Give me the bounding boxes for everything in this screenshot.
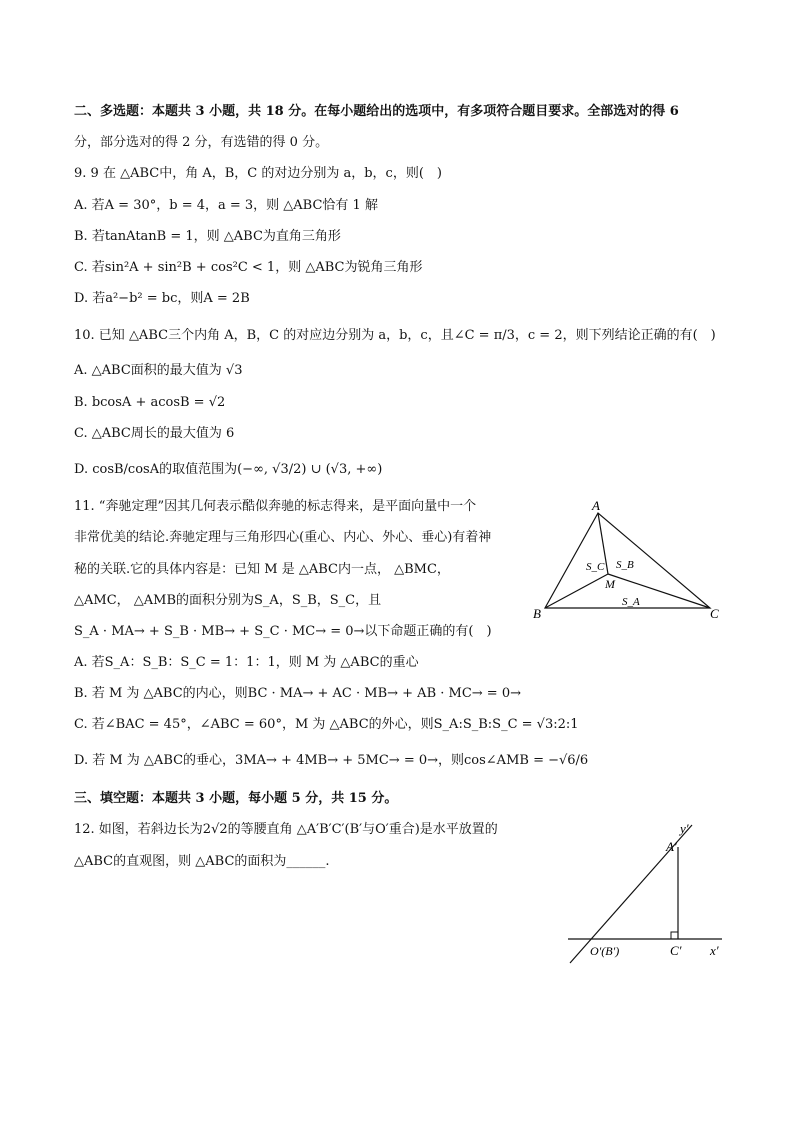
q11-option-b: B. 若 M 为 △ABC的内心，则BC · MA→ + AC · MB→ + AB · MC→ = 0→: [74, 686, 521, 701]
q11-fig-label-b: B: [533, 606, 541, 621]
q9-option-c: C. 若sin²A + sin²B + cos²C < 1，则 △ABC为锐角三角形: [74, 260, 423, 275]
q11-option-c: C. 若∠BAC = 45°，∠ABC = 60°，M 为 △ABC的外心，则S_A:S_B:S_C = √3:2:1: [74, 717, 579, 732]
q9-option-d: D. 若a²−b² = bc，则A = 2B: [74, 291, 250, 306]
q11-stem-line2: 非常优美的结论.奔驰定理与三角形四心(重心、内心、外心、垂心)有着神: [74, 530, 492, 545]
q11-option-d: D. 若 M 为 △ABC的垂心，3MA→ + 4MB→ + 5MC→ = 0→，则cos∠AMB = −√6/6: [74, 753, 589, 768]
q12-stem-line1: 12. 如图，若斜边长为2√2的等腰直角 △A′B′C′(B′与O′重合)是水平放置的: [74, 822, 498, 837]
q11-stem-line1: 11. “奔驰定理”因其几何表示酷似奔驰的标志得来，是平面向量中一个: [74, 499, 477, 514]
q9-option-b: B. 若tanAtanB = 1，则 △ABC为直角三角形: [74, 229, 341, 244]
q12-fig-label-origin: O′(B′): [590, 944, 620, 958]
q12-fig-label-c: C′: [670, 943, 682, 958]
q9-option-a: A. 若A = 30°，b = 4，a = 3，则 △ABC恰有 1 解: [74, 198, 378, 213]
q10-option-d: D. cosB/cosA的取值范围为(−∞, √3/2) ∪ (√3, +∞): [74, 462, 383, 477]
q10-stem: 10. 已知 △ABC三个内角 A，B，C 的对应边分别为 a，b，c，且∠C = π/3，c = 2，则下列结论正确的有( ): [74, 328, 716, 343]
q11-triangle-figure: [528, 498, 728, 628]
q9-stem: 9. 9 在 △ABC中，角 A，B，C 的对边分别为 a，b，c，则( ): [74, 166, 442, 181]
q11-fig-label-a: A: [592, 498, 600, 513]
q10-option-b: B. bcosA + acosB = √2: [74, 395, 226, 410]
section2-header-line2: 分，部分选对的得 2 分，有选错的得 0 分。: [74, 135, 329, 150]
q10-option-a: A. △ABC面积的最大值为 √3: [74, 363, 243, 378]
q11-fig-label-m: M: [605, 577, 615, 591]
q11-stem-line4: △AMC， △AMB的面积分别为S_A，S_B，S_C，且: [74, 593, 382, 608]
q10-option-c: C. △ABC周长的最大值为 6: [74, 426, 235, 441]
q12-axes-figure: [560, 815, 730, 970]
q12-stem-line2: △ABC的直观图，则 △ABC的面积为______.: [74, 854, 330, 869]
q11-fig-label-sa: S_A: [622, 596, 640, 608]
q12-fig-label-x: x′: [710, 943, 719, 958]
q12-fig-label-a: A′: [666, 839, 677, 854]
section3-header: 三、填空题：本题共 3 小题，每小题 5 分，共 15 分。: [74, 791, 398, 806]
q11-stem-line5: S_A · MA→ + S_B · MB→ + S_C · MC→ = 0→以下命题正确的有( ): [74, 624, 492, 639]
section2-header-line1: 二、多选题：本题共 3 小题，共 18 分。在每小题给出的选项中，有多项符合题目要求。全部选对的得 6: [74, 104, 679, 119]
q11-option-a: A. 若S_A：S_B：S_C = 1：1：1，则 M 为 △ABC的重心: [74, 655, 419, 670]
q11-fig-label-sc: S_C: [586, 561, 605, 573]
q12-fig-label-y: y′: [680, 821, 689, 836]
q11-fig-label-c: C: [710, 606, 719, 621]
q11-fig-label-sb: S_B: [616, 559, 634, 571]
q11-stem-line3: 秘的关联.它的具体内容是：已知 M 是 △ABC内一点， △BMC，: [74, 562, 450, 577]
